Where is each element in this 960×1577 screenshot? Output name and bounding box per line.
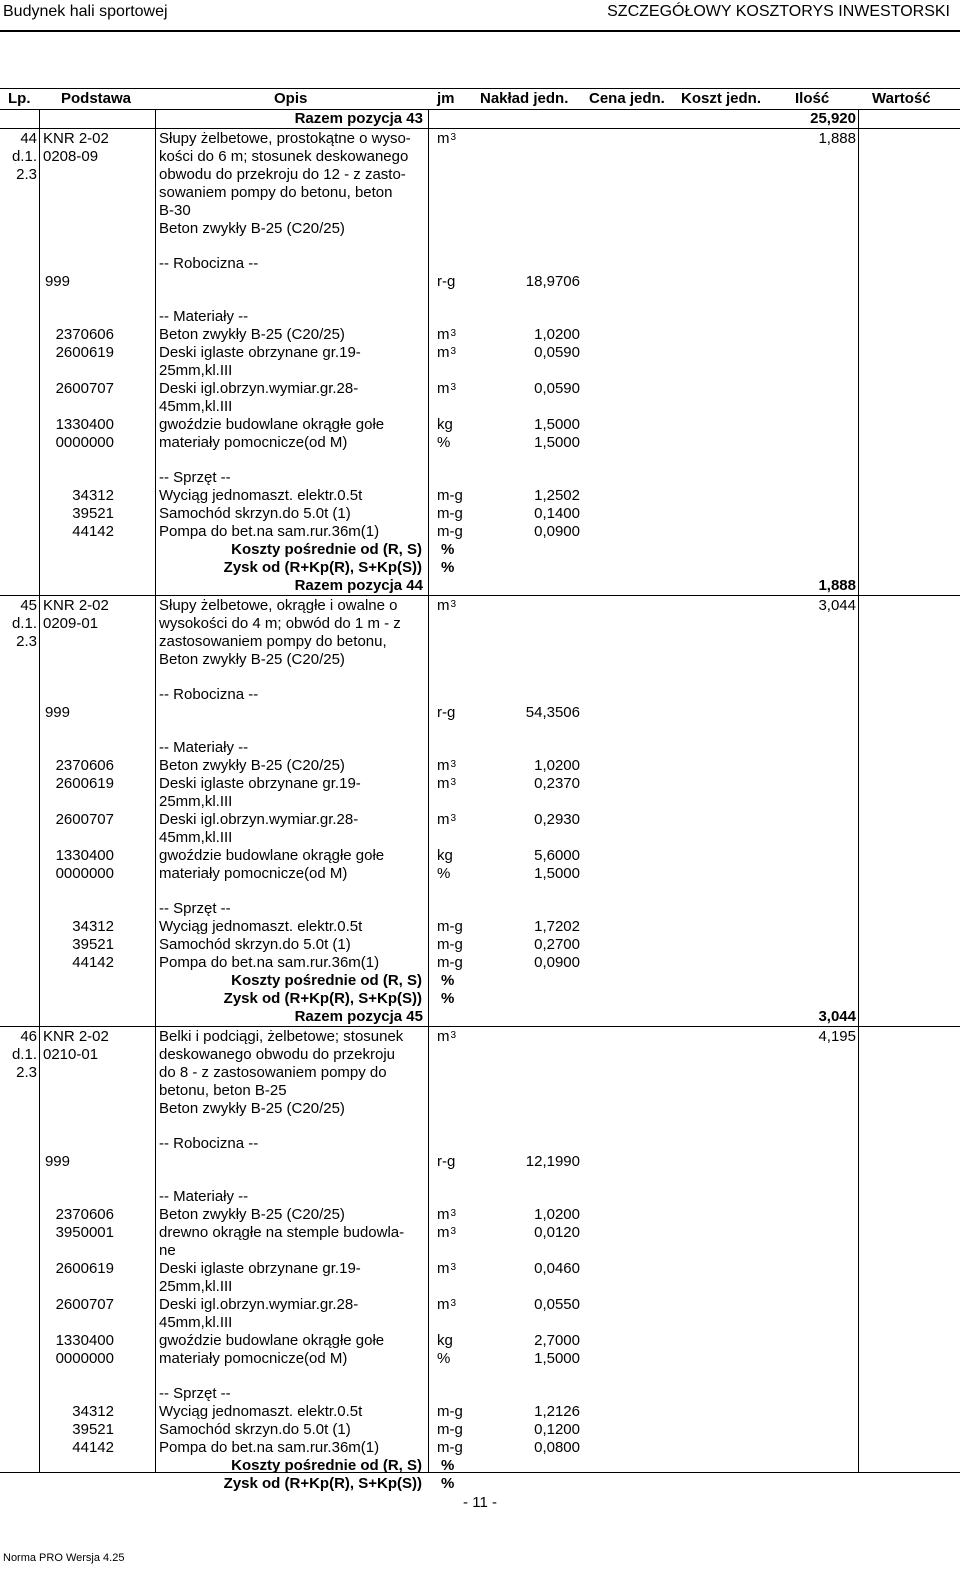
unit-exponent: 3: [450, 346, 457, 357]
unit-exponent: 3: [450, 382, 457, 393]
position-description: wysokości do 4 m; obwód do 1 m - z: [159, 615, 401, 632]
resource-norm: 0,0900: [534, 523, 580, 540]
overhead-unit: %: [441, 990, 455, 1007]
document-title: Budynek hali sportowej: [3, 3, 168, 20]
resource-code: 2600707: [55, 811, 114, 828]
resource-code: 44142: [72, 954, 114, 971]
unit-exponent: 3: [450, 132, 457, 143]
resource-norm: 12,1990: [525, 1153, 580, 1170]
resource-norm: 0,0120: [534, 1224, 580, 1241]
resource-description: Deski iglaste obrzynane gr.19-: [159, 344, 361, 361]
unit-cell: $m^3$: [437, 811, 457, 828]
resource-description: 45mm,kl.III: [159, 829, 233, 846]
position-number: 45: [20, 597, 37, 614]
unit-cell: r-g: [437, 1153, 456, 1170]
resource-description: Pompa do bet.na sam.rur.36m(1): [159, 954, 380, 971]
cost-estimate-table: [0, 110, 960, 1492]
resource-description: Deski igl.obrzyn.wymiar.gr.28-: [159, 811, 359, 828]
resource-code: 39521: [72, 505, 114, 522]
resource-code: 34312: [72, 1403, 114, 1420]
unit-cell: %: [437, 865, 451, 882]
unit-exponent: 3: [450, 1030, 457, 1041]
position-quantity: 3,044: [818, 597, 856, 614]
resource-description: Beton zwykły B-25 (C20/25): [159, 1206, 345, 1223]
page-number: - 11 -: [463, 1494, 497, 1511]
overhead-label: Koszty pośrednie od (R, S): [231, 972, 422, 989]
resource-norm: 0,0590: [534, 344, 580, 361]
position-basis: KNR 2-02: [43, 130, 109, 147]
document-type: SZCZEGÓŁOWY KOSZTORYS INWESTORSKI: [607, 3, 950, 20]
position-description: Beton zwykły B-25 (C20/25): [159, 1100, 345, 1117]
resource-code: 0000000: [55, 1350, 114, 1367]
resource-description: Wyciąg jednomaszt. elektr.0.5t: [159, 918, 363, 935]
resource-description: Pompa do bet.na sam.rur.36m(1): [159, 523, 380, 540]
position-basis: 0209-01: [43, 615, 99, 632]
resource-description: Beton zwykły B-25 (C20/25): [159, 757, 345, 774]
col-wartosc: Wartość: [872, 90, 931, 107]
resource-code: 2600707: [55, 380, 114, 397]
position-description: betonu, beton B-25: [159, 1082, 287, 1099]
resource-description: Samochód skrzyn.do 5.0t (1): [159, 1421, 351, 1438]
resource-description: materiały pomocnicze(od M): [159, 434, 348, 451]
resource-code: 39521: [72, 936, 114, 953]
position-description: sowaniem pompy do betonu, beton: [159, 184, 393, 201]
resource-norm: 0,0590: [534, 380, 580, 397]
resource-norm: 0,0550: [534, 1296, 580, 1313]
resource-description: 45mm,kl.III: [159, 398, 233, 415]
unit-cell: $m^3$: [437, 1296, 457, 1313]
resource-norm: 1,0200: [534, 757, 580, 774]
unit-cell: m-g: [437, 954, 463, 971]
resource-description: Samochód skrzyn.do 5.0t (1): [159, 936, 351, 953]
header-rule: [0, 30, 960, 32]
position-quantity: 1,888: [818, 130, 856, 147]
resource-description: Deski igl.obrzyn.wymiar.gr.28-: [159, 1296, 359, 1313]
unit-cell: $m^3$: [437, 1260, 457, 1277]
table-bottom-rule: [0, 1472, 960, 1473]
unit-cell: $m^3$: [437, 1206, 457, 1223]
position-number: 2.3: [16, 633, 37, 650]
unit-cell: m-g: [437, 1439, 463, 1456]
unit-cell: m-g: [437, 505, 463, 522]
resource-norm: 0,0900: [534, 954, 580, 971]
column-divider: [858, 110, 859, 1472]
resource-description: 25mm,kl.III: [159, 793, 233, 810]
resource-norm: 1,2502: [534, 487, 580, 504]
section-label: -- Sprzęt --: [159, 900, 231, 917]
unit-cell: m-g: [437, 936, 463, 953]
resource-norm: 1,2126: [534, 1403, 580, 1420]
position-description: obwodu do przekroju do 12 - z zasto-: [159, 166, 406, 183]
section-label: -- Sprzęt --: [159, 1385, 231, 1402]
overhead-unit: %: [441, 559, 455, 576]
section-label: -- Sprzęt --: [159, 469, 231, 486]
position-number: d.1.: [11, 1046, 37, 1063]
position-description: zastosowaniem pompy do betonu,: [159, 633, 387, 650]
software-footer: Norma PRO Wersja 4.25: [3, 1552, 125, 1564]
resource-description: Samochód skrzyn.do 5.0t (1): [159, 505, 351, 522]
resource-norm: 0,2370: [534, 775, 580, 792]
position-total-label: Razem pozycja 43: [294, 110, 423, 127]
resource-code: 1330400: [55, 847, 114, 864]
unit-cell: m-g: [437, 487, 463, 504]
unit-exponent: 3: [450, 1226, 457, 1237]
unit-cell: kg: [437, 1332, 453, 1349]
unit-exponent: 3: [450, 599, 457, 610]
unit-cell: kg: [437, 847, 453, 864]
overhead-unit: %: [441, 1457, 455, 1474]
resource-norm: 1,7202: [534, 918, 580, 935]
resource-norm: 1,5000: [534, 1350, 580, 1367]
unit-cell: $m^3$: [437, 130, 457, 147]
resource-code: 2370606: [55, 1206, 114, 1223]
section-label: -- Materiały --: [159, 308, 249, 325]
resource-code: 2370606: [55, 757, 114, 774]
unit-exponent: 3: [450, 1208, 457, 1219]
resource-description: drewno okrągłe na stemple budowla-: [159, 1224, 405, 1241]
resource-code: 2370606: [55, 326, 114, 343]
position-description: Beton zwykły B-25 (C20/25): [159, 220, 345, 237]
column-divider: [155, 110, 156, 1472]
section-label: -- Materiały --: [159, 1188, 249, 1205]
unit-cell: %: [437, 434, 451, 451]
resource-description: Deski iglaste obrzynane gr.19-: [159, 775, 361, 792]
resource-description: gwoździe budowlane okrągłe gołe: [159, 1332, 385, 1349]
row-divider: [0, 595, 960, 596]
unit-cell: $m^3$: [437, 775, 457, 792]
resource-norm: 2,7000: [534, 1332, 580, 1349]
resource-description: gwoździe budowlane okrągłe gołe: [159, 847, 385, 864]
overhead-label: Koszty pośrednie od (R, S): [231, 1457, 422, 1474]
position-description: kości do 6 m; stosunek deskowanego: [159, 148, 409, 165]
section-label: -- Robocizna --: [159, 686, 259, 703]
overhead-unit: %: [441, 1475, 455, 1492]
resource-code: 2600619: [55, 775, 114, 792]
resource-norm: 0,2700: [534, 936, 580, 953]
row-divider: [0, 128, 960, 129]
unit-cell: $m^3$: [437, 1028, 457, 1045]
resource-code: 3950001: [55, 1224, 114, 1241]
position-description: B-30: [159, 202, 191, 219]
resource-description: Pompa do bet.na sam.rur.36m(1): [159, 1439, 380, 1456]
position-basis: 0208-09: [43, 148, 99, 165]
resource-description: gwoździe budowlane okrągłe gołe: [159, 416, 385, 433]
resource-code: 999: [44, 273, 70, 290]
resource-description: 25mm,kl.III: [159, 1278, 233, 1295]
resource-norm: 54,3506: [525, 704, 580, 721]
overhead-unit: %: [441, 541, 455, 558]
unit-cell: m-g: [437, 1403, 463, 1420]
resource-code: 39521: [72, 1421, 114, 1438]
resource-description: Wyciąg jednomaszt. elektr.0.5t: [159, 1403, 363, 1420]
unit-cell: $m^3$: [437, 597, 457, 614]
position-description: Belki i podciągi, żelbetowe; stosunek: [159, 1028, 404, 1045]
resource-code: 34312: [72, 918, 114, 935]
unit-cell: $m^3$: [437, 757, 457, 774]
unit-cell: m-g: [437, 918, 463, 935]
overhead-label: Zysk od (R+Kp(R), S+Kp(S)): [223, 1475, 422, 1492]
unit-cell: $m^3$: [437, 380, 457, 397]
position-basis: KNR 2-02: [43, 1028, 109, 1045]
position-number: d.1.: [11, 148, 37, 165]
resource-description: 45mm,kl.III: [159, 1314, 233, 1331]
position-description: Słupy żelbetowe, prostokątne o wyso-: [159, 130, 411, 147]
position-number: 46: [20, 1028, 37, 1045]
resource-description: materiały pomocnicze(od M): [159, 1350, 348, 1367]
column-divider: [428, 110, 429, 1472]
col-opis: Opis: [274, 90, 308, 107]
section-label: -- Robocizna --: [159, 1135, 259, 1152]
position-basis: KNR 2-02: [43, 597, 109, 614]
resource-norm: 1,0200: [534, 326, 580, 343]
resource-code: 34312: [72, 487, 114, 504]
resource-code: 44142: [72, 523, 114, 540]
position-basis: 0210-01: [43, 1046, 99, 1063]
unit-cell: $m^3$: [437, 1224, 457, 1241]
col-koszt: Koszt jedn.: [681, 90, 762, 107]
resource-code: 0000000: [55, 865, 114, 882]
position-description: Beton zwykły B-25 (C20/25): [159, 651, 345, 668]
resource-code: 2600619: [55, 1260, 114, 1277]
position-total-label: Razem pozycja 44: [294, 577, 423, 594]
unit-cell: r-g: [437, 704, 456, 721]
position-description: deskowanego obwodu do przekroju: [159, 1046, 395, 1063]
resource-norm: 5,6000: [534, 847, 580, 864]
resource-norm: 18,9706: [525, 273, 580, 290]
overhead-label: Zysk od (R+Kp(R), S+Kp(S)): [223, 990, 422, 1007]
position-total-qty: 25,920: [810, 110, 856, 127]
resource-code: 44142: [72, 1439, 114, 1456]
col-jm: jm: [437, 90, 455, 107]
resource-norm: 0,2930: [534, 811, 580, 828]
resource-norm: 1,5000: [534, 865, 580, 882]
resource-code: 0000000: [55, 434, 114, 451]
unit-exponent: 3: [450, 1298, 457, 1309]
unit-cell: kg: [437, 416, 453, 433]
position-number: 2.3: [16, 1064, 37, 1081]
col-lp: Lp.: [8, 90, 31, 107]
position-total-qty: 1,888: [818, 577, 856, 594]
position-description: do 8 - z zastosowaniem pompy do: [159, 1064, 387, 1081]
resource-description: 25mm,kl.III: [159, 362, 233, 379]
resource-description: materiały pomocnicze(od M): [159, 865, 348, 882]
overhead-label: Koszty pośrednie od (R, S): [231, 541, 422, 558]
unit-exponent: 3: [450, 777, 457, 788]
col-cena: Cena jedn.: [589, 90, 665, 107]
position-description: Słupy żelbetowe, okrągłe i owalne o: [159, 597, 398, 614]
unit-cell: m-g: [437, 523, 463, 540]
resource-norm: 0,0460: [534, 1260, 580, 1277]
column-headers: [0, 88, 960, 110]
resource-description: Deski iglaste obrzynane gr.19-: [159, 1260, 361, 1277]
col-ilosc: Ilość: [795, 90, 830, 107]
resource-norm: 1,5000: [534, 416, 580, 433]
unit-exponent: 3: [450, 328, 457, 339]
unit-cell: r-g: [437, 273, 456, 290]
unit-cell: $m^3$: [437, 344, 457, 361]
unit-exponent: 3: [450, 759, 457, 770]
resource-description: Wyciąg jednomaszt. elektr.0.5t: [159, 487, 363, 504]
row-divider: [0, 1026, 960, 1027]
col-podstawa: Podstawa: [61, 90, 132, 107]
resource-norm: 1,0200: [534, 1206, 580, 1223]
resource-norm: 0,0800: [534, 1439, 580, 1456]
resource-code: 2600707: [55, 1296, 114, 1313]
resource-description: ne: [159, 1242, 176, 1259]
position-number: d.1.: [11, 615, 37, 632]
resource-code: 999: [44, 1153, 70, 1170]
resource-code: 2600619: [55, 344, 114, 361]
section-label: -- Materiały --: [159, 739, 249, 756]
section-label: -- Robocizna --: [159, 255, 259, 272]
unit-cell: m-g: [437, 1421, 463, 1438]
resource-code: 1330400: [55, 1332, 114, 1349]
position-number: 44: [20, 130, 37, 147]
resource-code: 999: [44, 704, 70, 721]
unit-cell: $m^3$: [437, 326, 457, 343]
unit-exponent: 3: [450, 813, 457, 824]
position-number: 2.3: [16, 166, 37, 183]
col-naklad: Nakład jedn.: [480, 90, 569, 107]
resource-norm: 0,1200: [534, 1421, 580, 1438]
position-quantity: 4,195: [818, 1028, 856, 1045]
resource-norm: 0,1400: [534, 505, 580, 522]
resource-description: Deski igl.obrzyn.wymiar.gr.28-: [159, 380, 359, 397]
overhead-unit: %: [441, 972, 455, 989]
position-total-label: Razem pozycja 45: [294, 1008, 423, 1025]
unit-exponent: 3: [450, 1262, 457, 1273]
overhead-label: Zysk od (R+Kp(R), S+Kp(S)): [223, 559, 422, 576]
resource-norm: 1,5000: [534, 434, 580, 451]
resource-description: Beton zwykły B-25 (C20/25): [159, 326, 345, 343]
resource-code: 1330400: [55, 416, 114, 433]
position-total-qty: 3,044: [818, 1008, 856, 1025]
unit-cell: %: [437, 1350, 451, 1367]
